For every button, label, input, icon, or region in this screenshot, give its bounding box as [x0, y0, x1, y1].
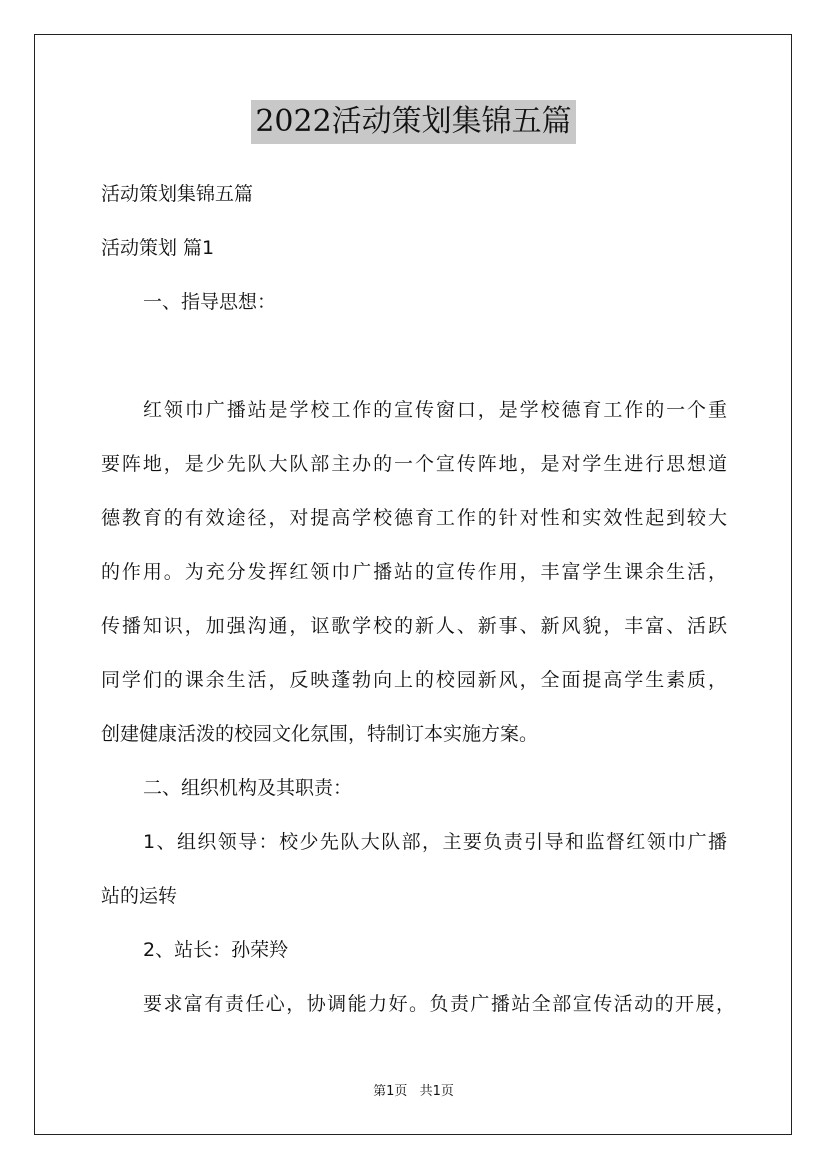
page-footer: [0, 1083, 827, 1101]
page-number: 第1页: [373, 1084, 408, 1099]
title-container: [0, 100, 827, 144]
document-subtitle: 活动策划集锦五篇: [101, 183, 254, 205]
item-2: 2、站长：孙荣羚: [143, 939, 289, 961]
point-1-heading: 一、指导思想：: [143, 291, 277, 313]
paragraph-line: 传播知识，加强沟通，讴歌学校的新人、新事、新风貌，丰富、活跃: [101, 615, 727, 637]
section-heading: 活动策划 篇1: [101, 237, 215, 259]
document-title: 2022活动策划集锦五篇: [251, 100, 575, 144]
paragraph-line: 德教育的有效途径，对提高学校德育工作的针对性和实效性起到较大: [101, 507, 727, 529]
requirement-line: 要求富有责任心，协调能力好。负责广播站全部宣传活动的开展，: [143, 993, 735, 1015]
paragraph-line: 要阵地，是少先队大队部主办的一个宣传阵地，是对学生进行思想道: [101, 453, 727, 475]
item-1-line-1: 1、组织领导：校少先队大队部，主要负责引导和监督红领巾广播: [143, 831, 727, 853]
paragraph-line: 同学们的课余生活，反映蓬勃向上的校园新风，全面提高学生素质，: [101, 669, 727, 691]
page-total: 共1页: [419, 1084, 454, 1099]
paragraph-line: 创建健康活泼的校园文化氛围，特制订本实施方案。: [101, 723, 539, 745]
point-2-heading: 二、组织机构及其职责：: [143, 777, 353, 799]
item-1-line-2: 站的运转: [101, 885, 178, 907]
paragraph-line: 的作用。为充分发挥红领巾广播站的宣传作用，丰富学生课余生活，: [101, 561, 727, 583]
paragraph-line: 红领巾广播站是学校工作的宣传窗口，是学校德育工作的一个重: [143, 399, 727, 421]
